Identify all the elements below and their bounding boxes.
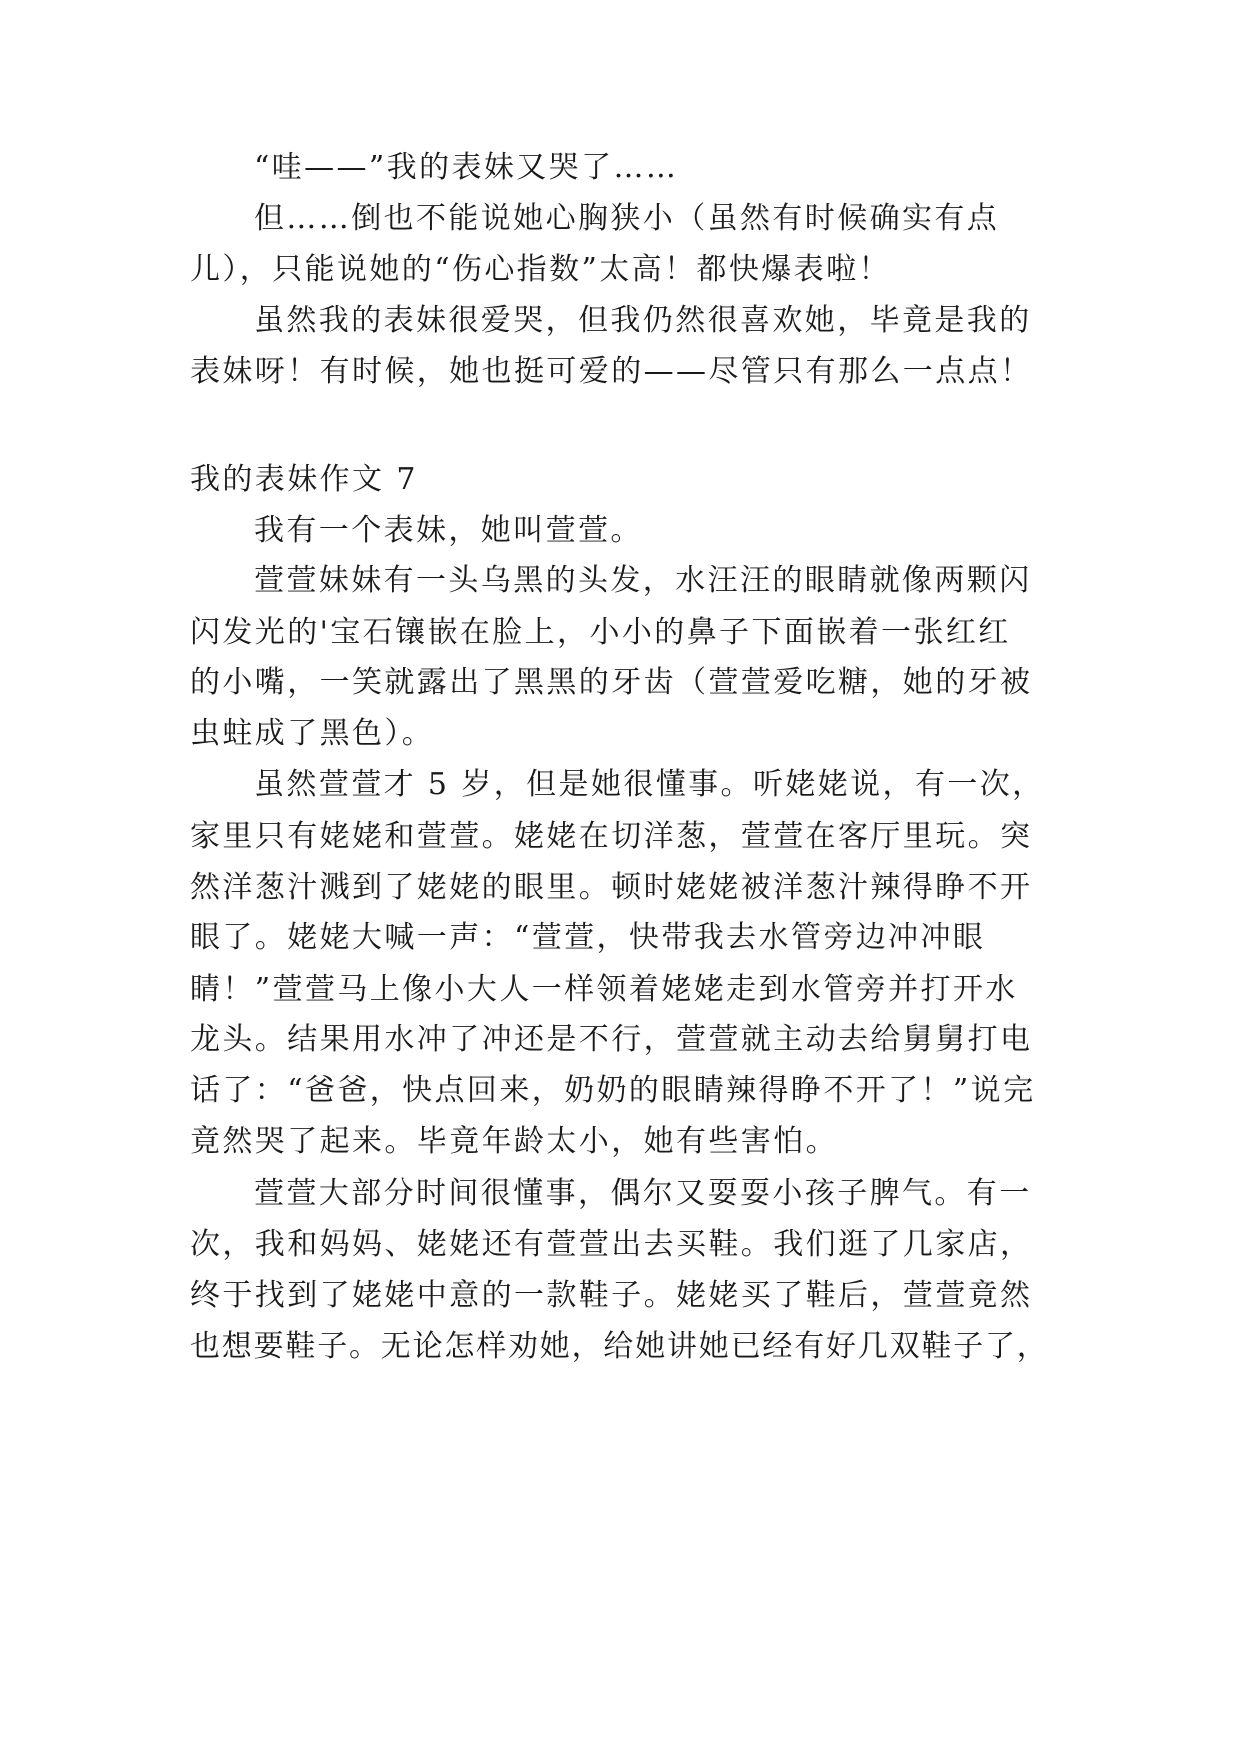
text-line: 儿），只能说她的“伤心指数”太高！都快爆表啦！ [190,252,891,287]
text-line: 但……倒也不能说她心胸狭小（虽然有时候确实有点 [254,201,1000,236]
text-line: 闪发光的'宝石镶嵌在脸上，小小的鼻子下面嵌着一张红红 [190,615,1011,650]
text-line: 终于找到了姥姥中意的一款鞋子。姥姥买了鞋后，萱萱竟然 [190,1278,1033,1313]
text-line: 虽然我的表妹很爱哭，但我仍然很喜欢她，毕竟是我的 [254,303,1032,338]
text-line: 萱萱大部分时间很懂事，偶尔又耍耍小孩子脾气。有一 [254,1176,1032,1211]
text-line: 睛！”萱萱马上像小大人一样领着姥姥走到水管旁并打开水 [190,972,1018,1007]
text-line: 然洋葱汁溅到了姥姥的眼里。顿时姥姥被洋葱汁辣得睁不开 [190,870,1033,905]
text-line: 龙头。结果用水冲了冲还是不行，萱萱就主动去给舅舅打电 [190,1022,1033,1057]
text-line: 虽然萱萱才 5 岁，但是她很懂事。听姥姥说，有一次， [254,767,1045,802]
text-line: 表妹呀！有时候，她也挺可爱的——尽管只有那么一点点！ [190,354,1033,389]
text-line: 家里只有姥姥和萱萱。姥姥在切洋葱，萱萱在客厅里玩。突 [190,819,1033,854]
section-heading: 我的表妹作文 7 [190,462,418,497]
text-line: 话了：“爸爸，快点回来，奶奶的眼睛辣得睁不开了！”说完 [190,1073,1036,1108]
text-line: “哇——”我的表妹又哭了…… [254,150,679,185]
text-line: 也想要鞋子。无论怎样劝她，给她讲她已经有好几双鞋子了， [190,1329,1049,1364]
text-line: 的小嘴，一笑就露出了黑黑的牙齿（萱萱爱吃糖，她的牙被 [190,665,1033,700]
text-line: 眼了。姥姥大喊一声：“萱萱，快带我去水管旁边冲冲眼 [190,920,986,955]
text-line: 次，我和妈妈、姥姥还有萱萱出去买鞋。我们逛了几家店， [190,1227,1033,1262]
text-line: 我有一个表妹，她叫萱萱。 [254,513,643,548]
text-line: 虫蛀成了黑色）。 [190,716,435,751]
text-line: 萱萱妹妹有一头乌黑的头发，水汪汪的眼睛就像两颗闪 [254,563,1032,598]
text-line: 竟然哭了起来。毕竟年龄太小，她有些害怕。 [190,1124,838,1159]
